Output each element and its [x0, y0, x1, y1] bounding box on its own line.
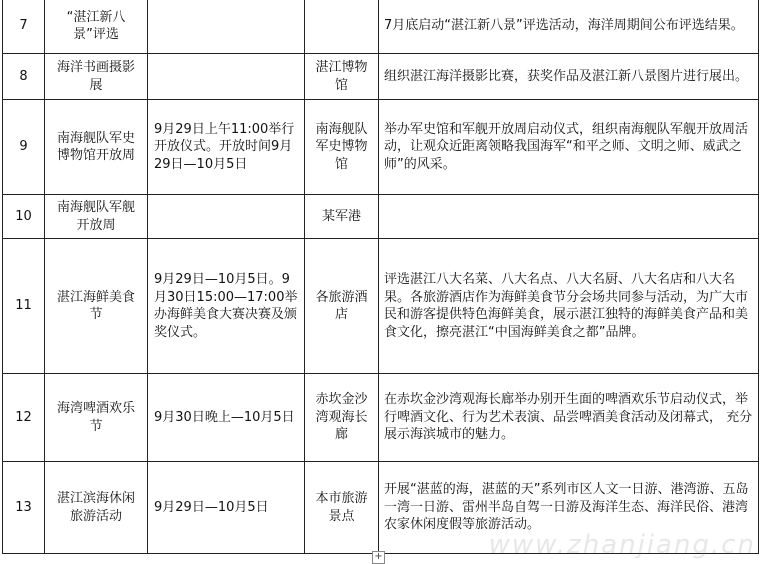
event-description: 在赤坎金沙湾观海长廊举办别开生面的啤酒欢乐节启动仪式，举行啤酒文化、行为艺术表演、品尝啤酒美食活动及闭幕式， 充分展示海滨城市的魅力。 [379, 374, 759, 462]
event-description [379, 195, 759, 239]
event-place [305, 0, 379, 54]
event-description: 开展“湛蓝的海，湛蓝的天”系列市区人文一日游、港湾游、五岛一湾一日游、雷州半岛自驾一日游及海洋生态、海洋民俗、港湾农家休闲度假等旅游活动。 [379, 462, 759, 554]
row-number: 12 [3, 374, 45, 462]
event-place: 某军港 [305, 195, 379, 239]
event-time [148, 54, 305, 100]
event-place: 南海舰队军史博物馆 [305, 100, 379, 195]
event-time: 9月29日—10月5日。9月30日15:00—17:00举办海鲜美食大赛决赛及颁奖仪式。 [148, 239, 305, 374]
event-description: 7月底启动“湛江新八景”评选活动，海洋周期间公布评选结果。 [379, 0, 759, 54]
row-number: 13 [3, 462, 45, 554]
event-time [148, 195, 305, 239]
event-name: 湛江海鲜美食节 [45, 239, 148, 374]
event-time [148, 0, 305, 54]
table-row [3, 374, 759, 462]
event-description: 举办军史馆和军舰开放周启动仪式，组织南海舰队军舰开放周活动，让观众近距离领略我国海军“和平之师、文明之师、威武之师”的风采。 [379, 100, 759, 195]
event-name: 南海舰队军史博物馆开放周 [45, 100, 148, 195]
table-row [3, 54, 759, 100]
row-number: 7 [3, 0, 45, 54]
event-time: 9月29日上午11:00举行开放仪式。开放时间9月29日—10月5日 [148, 100, 305, 195]
event-place: 各旅游酒店 [305, 239, 379, 374]
table-row [3, 195, 759, 239]
row-number: 10 [3, 195, 45, 239]
table-row [3, 100, 759, 195]
table-row [3, 239, 759, 374]
table-row [3, 462, 759, 554]
event-place: 本市旅游景点 [305, 462, 379, 554]
event-name: 南海舰队军舰开放周 [45, 195, 148, 239]
event-place: 湛江博物馆 [305, 54, 379, 100]
table-row [3, 0, 759, 54]
table-move-handle-icon[interactable]: + [372, 551, 385, 564]
row-number: 8 [3, 54, 45, 100]
site-watermark: www.zhanjiang.cn [488, 530, 756, 560]
row-number: 11 [3, 239, 45, 374]
event-time: 9月29日—10月5日 [148, 462, 305, 554]
event-description: 组织湛江海洋摄影比赛，获奖作品及湛江新八景图片进行展出。 [379, 54, 759, 100]
event-name: 湛江滨海休闲旅游活动 [45, 462, 148, 554]
event-place: 赤坎金沙湾观海长廊 [305, 374, 379, 462]
event-description: 评选湛江八大名菜、八大名点、八大名厨、八大名店和八大名果。各旅游酒店作为海鲜美食节分会场共同参与活动，为广大市民和游客提供特色海鲜美食，展示湛江独特的海鲜美食产品和美食文化，擦亮湛江“中国海鲜美食之都”品牌。 [379, 239, 759, 374]
event-time: 9月30日晚上—10月5日 [148, 374, 305, 462]
row-number: 9 [3, 100, 45, 195]
events-table [2, 0, 759, 554]
event-name: 海湾啤酒欢乐节 [45, 374, 148, 462]
event-name: “湛江新八景”评选 [45, 0, 148, 54]
event-name: 海洋书画摄影展 [45, 54, 148, 100]
